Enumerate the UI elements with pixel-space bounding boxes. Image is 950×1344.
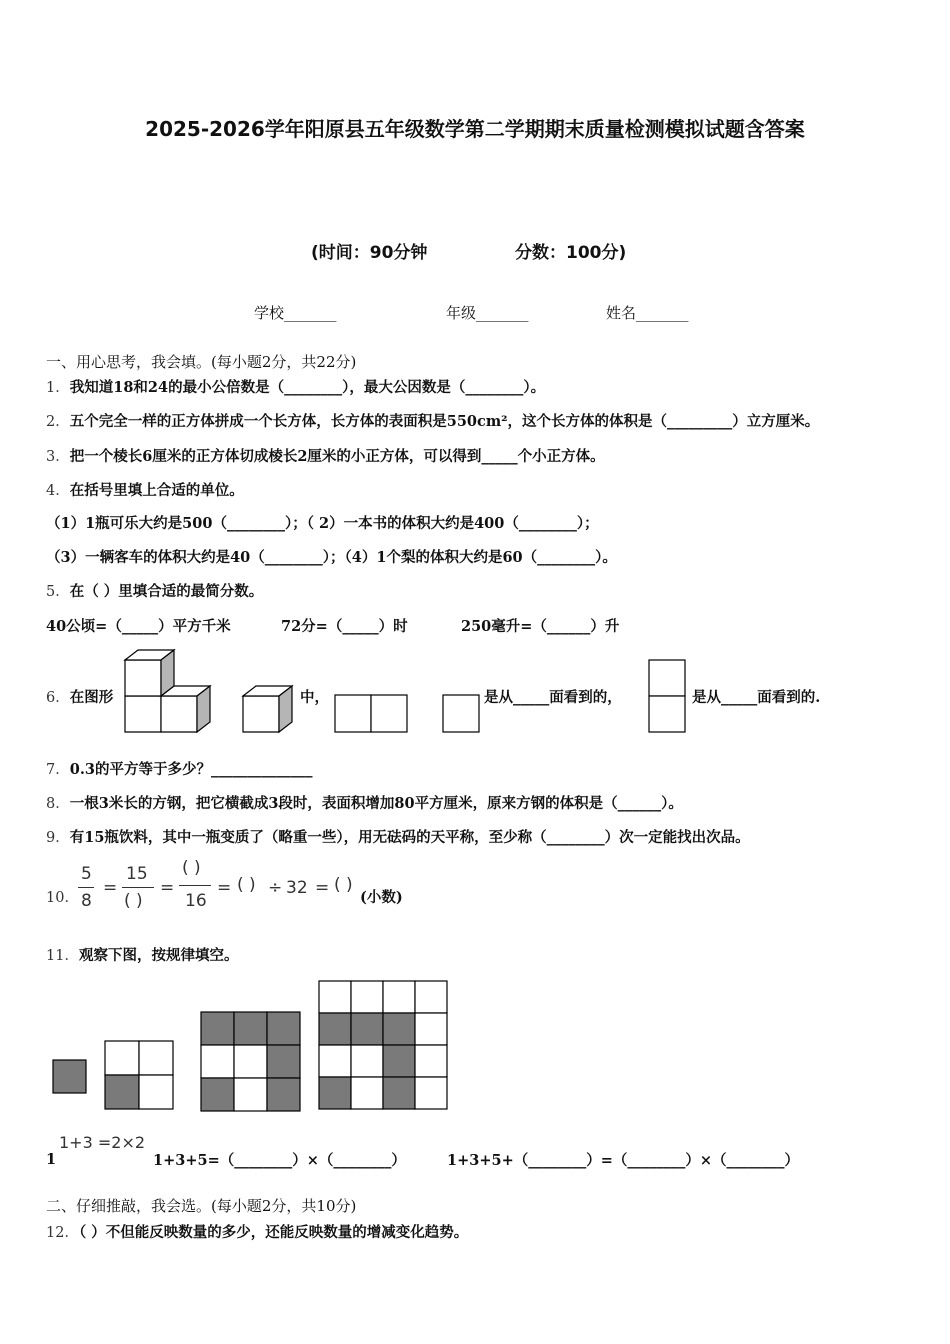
question-number: 6． xyxy=(46,690,70,706)
pattern-expr-one: 1 xyxy=(46,1151,57,1168)
question-11 xyxy=(46,944,238,965)
question-number: 10． xyxy=(46,890,79,906)
divisor-value: 32 xyxy=(286,878,308,898)
question-6 xyxy=(46,686,113,707)
time-label: (时间：90分钟 xyxy=(311,243,428,263)
fraction-2-numerator: 15 xyxy=(126,864,148,884)
fraction-3-numerator: ( ) xyxy=(182,858,201,878)
question-text: 我知道18和24的最小公倍数是（________），最大公因数是（________）。 xyxy=(69,379,546,396)
question-number: 4． xyxy=(46,483,70,499)
question-7 xyxy=(46,758,312,779)
question-number: 3． xyxy=(46,449,70,465)
blank-paren-2: ( ) xyxy=(334,875,353,895)
section-1-heading: 一、用心思考，我会填。(每小题2分，共22分) xyxy=(46,353,357,371)
question-5-part-b: 72分=（_____）时 xyxy=(281,618,408,635)
equals-sign-1: = xyxy=(103,878,118,898)
front-view-figure xyxy=(334,694,410,734)
fraction-2-denominator: ( ) xyxy=(124,891,143,911)
question-3 xyxy=(46,445,605,466)
side-view-figure xyxy=(442,694,482,734)
pattern-grid-3 xyxy=(200,1011,304,1115)
name-field: 姓名_______ xyxy=(606,304,689,322)
division-sign: ÷ xyxy=(268,878,283,898)
cube-stack-figure xyxy=(120,648,220,734)
question-6-view-b: 是从_____面看到的. xyxy=(692,689,821,706)
question-text: 在图形 xyxy=(69,689,114,706)
pattern-grid-2 xyxy=(104,1040,176,1112)
school-field: 学校_______ xyxy=(254,304,337,322)
question-number: 2． xyxy=(46,414,70,430)
question-5-part-a: 40公顷=（_____）平方千米 xyxy=(46,618,231,635)
question-text: 观察下图，按规律填空。 xyxy=(78,947,239,964)
question-1 xyxy=(46,376,545,397)
fraction-1-numerator: 5 xyxy=(81,864,92,884)
question-text: 在（ ）里填合适的最简分数。 xyxy=(69,583,264,600)
page-title: 2025-2026学年阳原县五年级数学第二学期期末质量检测模拟试题含答案 xyxy=(145,117,805,141)
equals-sign-4: = xyxy=(315,878,330,898)
question-number: 5． xyxy=(46,584,70,600)
section-2-heading: 二、仔细推敲，我会选。(每小题2分，共10分) xyxy=(46,1197,357,1215)
top-view-figure xyxy=(648,659,688,735)
question-10-number xyxy=(46,886,79,907)
pattern-expr-superscript: 1+3 =2×2 xyxy=(59,1133,146,1152)
question-4-part-a: （1）1瓶可乐大约是500（________）；（ 2）一本书的体积大约是400（________）； xyxy=(46,515,599,532)
fraction-3-bar xyxy=(179,885,211,886)
score-label: 分数：100分) xyxy=(515,243,627,263)
question-text: 五个完全一样的正方体拼成一个长方体，长方体的表面积是550cm²，这个长方体的体积是（_________）立方厘米。 xyxy=(69,413,820,430)
fraction-1-denominator: 8 xyxy=(81,891,92,911)
question-number: 8． xyxy=(46,796,70,812)
question-text: 在括号里填上合适的单位。 xyxy=(69,482,244,499)
question-2 xyxy=(46,410,819,431)
pattern-expr-b: 1+3+5=（________）×（________） xyxy=(153,1152,406,1169)
pattern-grid-1 xyxy=(52,1059,88,1095)
question-number: 12． xyxy=(46,1225,79,1241)
question-9 xyxy=(46,826,750,847)
question-number: 11． xyxy=(46,948,79,964)
blank-paren-1: ( ) xyxy=(237,875,256,895)
question-5-part-c: 250毫升=（______）升 xyxy=(461,618,620,635)
question-text: 一根3米长的方钢，把它横截成3段时，表面积增加80平方厘米，原来方钢的体积是（______）。 xyxy=(69,795,683,812)
question-6-connector: 中， xyxy=(300,689,329,706)
decimal-hint: (小数) xyxy=(360,889,403,906)
question-6-view-a: 是从_____面看到的， xyxy=(484,689,622,706)
pattern-grid-4 xyxy=(318,980,452,1114)
question-8 xyxy=(46,792,683,813)
question-text: （ ）不但能反映数量的多少，还能反映数量的增减变化趋势。 xyxy=(78,1224,469,1241)
question-text: 0.3的平方等于多少？______________ xyxy=(69,761,313,778)
question-number: 1． xyxy=(46,380,70,396)
fraction-1-bar xyxy=(78,887,94,888)
pattern-expr-c: 1+3+5+（________）=（________）×（________） xyxy=(447,1152,800,1169)
question-12 xyxy=(46,1221,468,1242)
fraction-2-bar xyxy=(122,887,154,888)
equals-sign-2: = xyxy=(160,878,175,898)
fraction-3-denominator: 16 xyxy=(185,891,207,911)
question-number: 9． xyxy=(46,830,70,846)
grade-field: 年级_______ xyxy=(446,304,529,322)
question-text: 有15瓶饮料，其中一瓶变质了（略重一些），用无砝码的天平称，至少称（________）次一定能找出次品。 xyxy=(69,829,750,846)
question-4 xyxy=(46,479,244,500)
single-cube-figure xyxy=(240,682,300,734)
equals-sign-3: = xyxy=(217,878,232,898)
question-text: 把一个棱长6厘米的正方体切成棱长2厘米的小正方体，可以得到_____个小正方体。 xyxy=(69,448,605,465)
question-number: 7． xyxy=(46,762,70,778)
question-4-part-b: （3）一辆客车的体积大约是40（________）；（4）1个梨的体积大约是60（________）。 xyxy=(46,549,617,566)
question-5 xyxy=(46,580,263,601)
